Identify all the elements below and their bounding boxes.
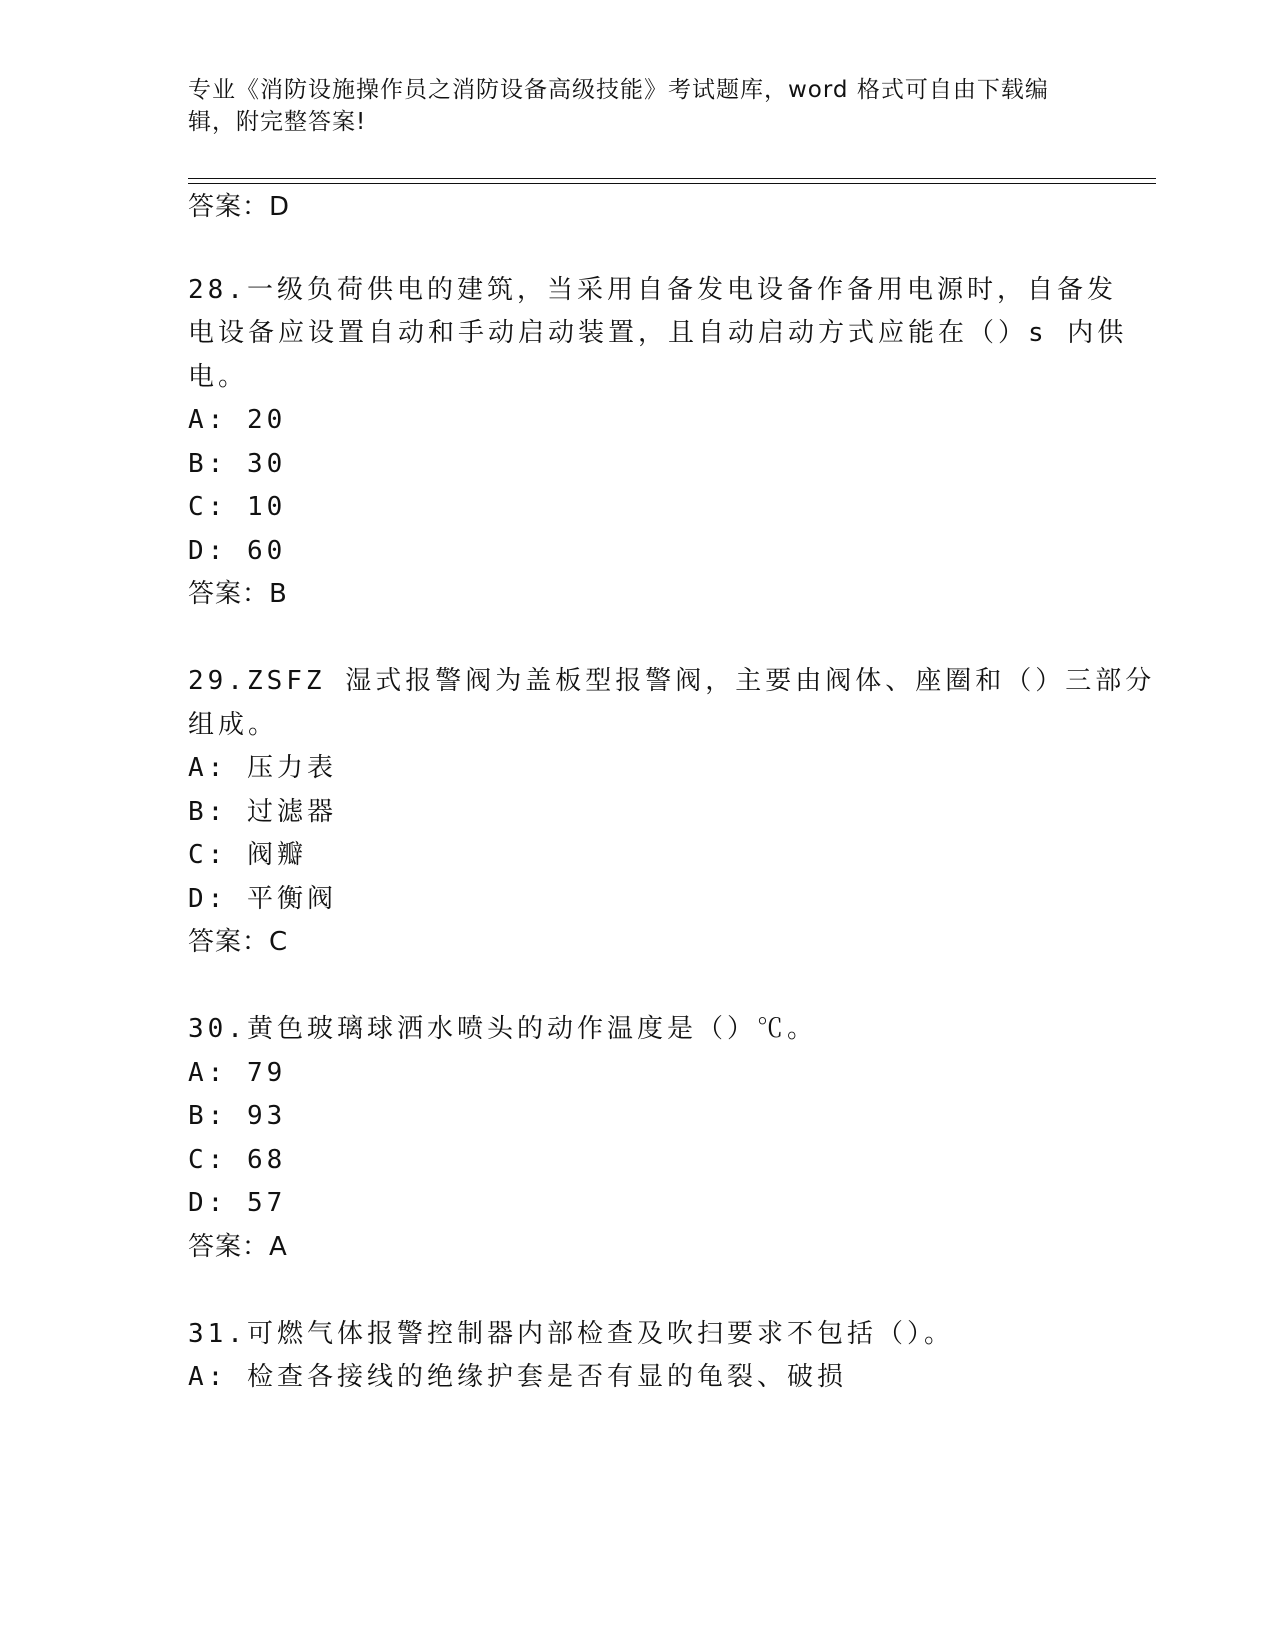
question-30-option-b: B: 93 <box>188 1101 287 1131</box>
question-28-stem-line-2: 电设备应设置自动和手动启动装置，且自动启动方式应能在（）s 内供 <box>188 318 1128 348</box>
question-29-stem-line-1: 29.ZSFZ 湿式报警阀为盖板型报警阀，主要由阀体、座圈和（）三部分 <box>188 666 1156 696</box>
page-header: 专业《消防设施操作员之消防设备高级技能》考试题库，word 格式可自由下载编辑，附完整答案! <box>188 77 1049 135</box>
question-31-stem-line-1: 31.可燃气体报警控制器内部检查及吹扫要求不包括（）。 <box>188 1319 954 1349</box>
question-30-stem-line-1: 30.黄色玻璃球洒水喷头的动作温度是（）℃。 <box>188 1014 817 1044</box>
question-29-answer: 答案：C <box>188 927 289 957</box>
question-28-stem-line-1: 28.一级负荷供电的建筑，当采用自备发电设备作备用电源时，自备发 <box>188 275 1117 305</box>
question-28-stem-line-3: 电。 <box>188 362 249 392</box>
question-28-option-c: C: 10 <box>188 492 287 522</box>
answer-27: 答案：D <box>188 192 291 222</box>
question-29-stem-line-2: 组成。 <box>188 710 279 740</box>
header-rule-top <box>188 178 1156 179</box>
question-29-option-c: C: 阀瓣 <box>188 840 307 870</box>
question-30-option-a: A: 79 <box>188 1058 287 1088</box>
question-30-answer: 答案：A <box>188 1232 288 1262</box>
question-28-option-d: D: 60 <box>188 536 287 566</box>
question-28-option-b: B: 30 <box>188 449 287 479</box>
header-rule-bottom <box>188 183 1156 184</box>
question-30-option-c: C: 68 <box>188 1145 287 1175</box>
question-29-option-a: A: 压力表 <box>188 753 337 783</box>
question-29-option-b: B: 过滤器 <box>188 797 337 827</box>
question-31-option-a: A: 检查各接线的绝缘护套是否有显的龟裂、破损 <box>188 1362 847 1392</box>
question-29-option-d: D: 平衡阀 <box>188 884 337 914</box>
question-30-option-d: D: 57 <box>188 1188 287 1218</box>
question-28-answer: 答案：B <box>188 579 288 609</box>
question-28-option-a: A: 20 <box>188 405 287 435</box>
